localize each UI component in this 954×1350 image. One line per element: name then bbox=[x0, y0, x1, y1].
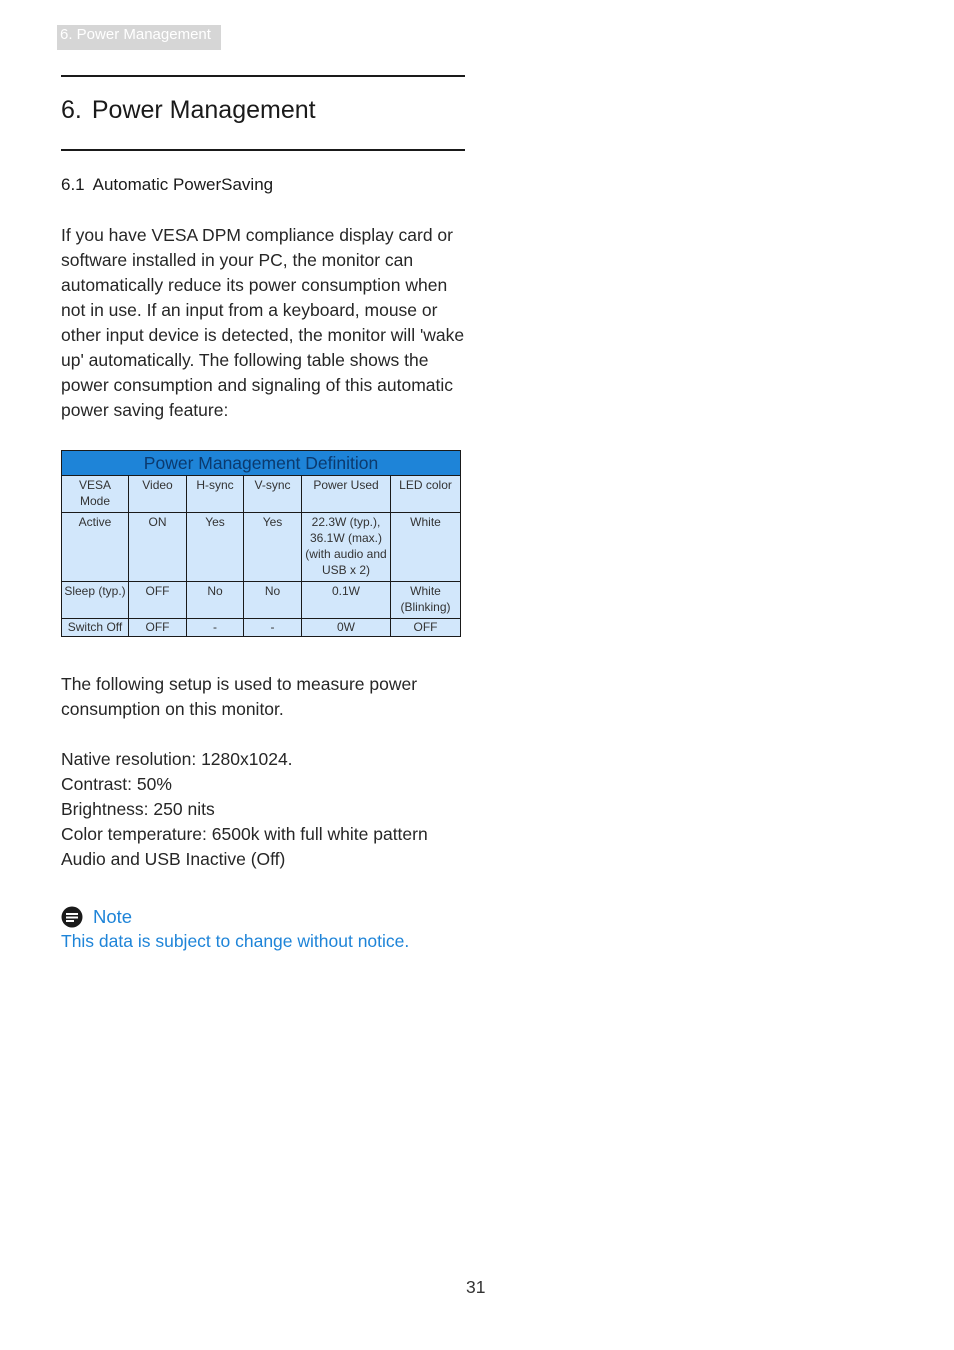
table-title: Power Management Definition bbox=[62, 451, 461, 476]
table-header-cell: LED color bbox=[391, 476, 461, 513]
table-cell: Yes bbox=[187, 513, 244, 582]
table-cell: Active bbox=[62, 513, 129, 582]
table-header-cell: Video bbox=[129, 476, 187, 513]
table-cell: Yes bbox=[244, 513, 302, 582]
table-cell: OFF bbox=[129, 582, 187, 619]
setup-intro-paragraph: The following setup is used to measure power consumption on this monitor. bbox=[61, 674, 418, 719]
table-cell: No bbox=[244, 582, 302, 619]
table-row-sleep bbox=[62, 582, 461, 619]
table-cell: White bbox=[391, 513, 461, 582]
setup-item: Audio and USB Inactive (Off) bbox=[61, 849, 286, 869]
table-cell: White (Blinking) bbox=[391, 582, 461, 619]
table-cell: 0W bbox=[302, 619, 391, 637]
table-cell: OFF bbox=[391, 619, 461, 637]
table-cell: OFF bbox=[129, 619, 187, 637]
table-cell: No bbox=[187, 582, 244, 619]
power-management-table bbox=[61, 450, 461, 637]
table-cell: - bbox=[244, 619, 302, 637]
header-tab: 6. Power Management bbox=[57, 25, 221, 50]
table-cell: 0.1W bbox=[302, 582, 391, 619]
note-heading bbox=[61, 904, 132, 930]
chapter-rule-bottom bbox=[61, 149, 465, 151]
table-cell: 22.3W (typ.), 36.1W (max.) (with audio and USB x 2) bbox=[302, 513, 391, 582]
note-text: This data is subject to change without notice. bbox=[61, 931, 410, 951]
table-header-row bbox=[62, 476, 461, 513]
chapter-rule-top bbox=[61, 75, 465, 77]
table-row-active bbox=[62, 513, 461, 582]
table-row-switch-off bbox=[62, 619, 461, 637]
table-cell: Sleep (typ.) bbox=[62, 582, 129, 619]
note-label: Note bbox=[93, 906, 133, 927]
table-cell: ON bbox=[129, 513, 187, 582]
table-header-cell: H-sync bbox=[187, 476, 244, 513]
table-cell: - bbox=[187, 619, 244, 637]
chapter-title bbox=[61, 94, 316, 126]
setup-item: Contrast: 50% bbox=[61, 774, 172, 794]
setup-item: Brightness: 250 nits bbox=[61, 799, 215, 819]
table-cell: Switch Off bbox=[62, 619, 129, 637]
chapter-number: 6. bbox=[61, 96, 82, 124]
setup-item: Color temperature: 6500k with full white pattern bbox=[61, 824, 428, 844]
section-number: 6.1 bbox=[61, 175, 85, 194]
chapter-title-text: Power Management bbox=[91, 96, 316, 124]
note-icon bbox=[61, 906, 83, 928]
table-header-cell: VESA Mode bbox=[62, 476, 129, 513]
section-title bbox=[61, 173, 273, 197]
table-header-cell: V-sync bbox=[244, 476, 302, 513]
intro-paragraph: If you have VESA DPM compliance display card or software installed in your PC, the monitor can automatically reduce its power consumption when not in use. If an input from a keyboard, mouse or other input device is detected, the monitor will 'wake up' automatically. The following table shows the power consumption and signaling of this automatic power saving feature: bbox=[61, 225, 465, 420]
page-number: 31 bbox=[466, 1277, 486, 1297]
section-title-text: Automatic PowerSaving bbox=[92, 175, 274, 194]
setup-item: Native resolution: 1280x1024. bbox=[61, 749, 293, 769]
setup-list bbox=[61, 747, 481, 872]
table-header-cell: Power Used bbox=[302, 476, 391, 513]
